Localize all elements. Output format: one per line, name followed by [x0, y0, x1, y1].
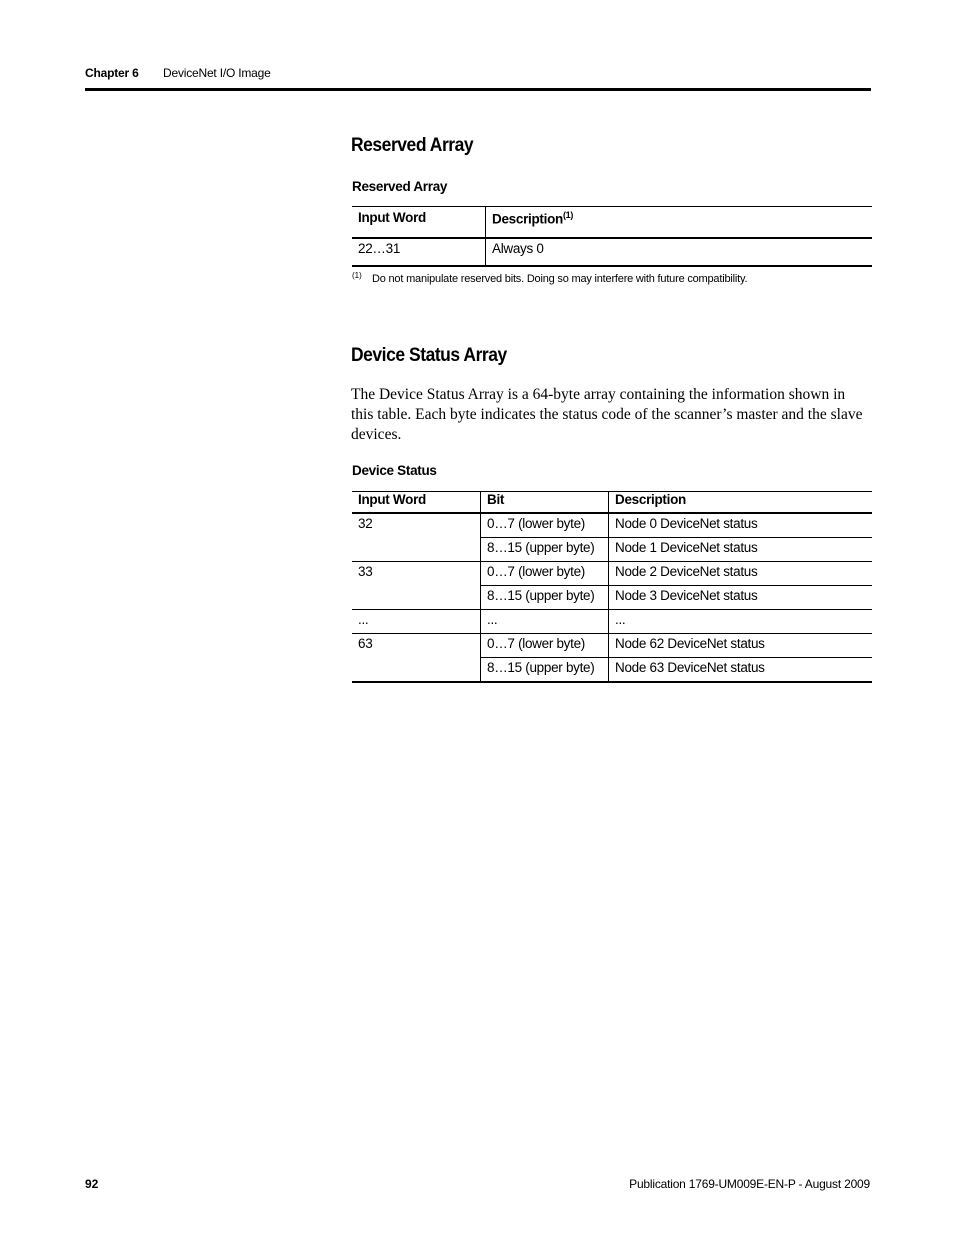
- table-row: [352, 634, 872, 658]
- cell-bit: ...: [481, 610, 609, 634]
- header-rule: [85, 88, 871, 91]
- column-header-description: [486, 207, 873, 239]
- cell-input-word: ...: [352, 610, 481, 634]
- cell-bit: 0…7 (lower byte): [481, 562, 609, 586]
- cell-input-word: 22…31: [352, 238, 486, 266]
- column-header-bit: Bit: [481, 492, 609, 514]
- publication-info: Publication 1769-UM009E-EN-P - August 2009: [629, 1177, 870, 1191]
- footnote-mark: (1): [352, 271, 362, 280]
- reserved-array-table-caption: Reserved Array: [352, 179, 448, 194]
- device-status-array-heading: Device Status Array: [351, 345, 507, 366]
- cell-input-word: [352, 658, 481, 683]
- cell-input-word: 32: [352, 513, 481, 538]
- device-status-table-caption: Device Status: [352, 463, 437, 478]
- cell-bit: 0…7 (lower byte): [481, 634, 609, 658]
- device-status-table: [352, 491, 872, 683]
- reserved-array-heading: Reserved Array: [351, 135, 474, 156]
- table-header-row: [352, 492, 872, 514]
- cell-bit: 8…15 (upper byte): [481, 586, 609, 610]
- column-header-input-word: Input Word: [352, 207, 486, 239]
- cell-description: Always 0: [492, 241, 544, 256]
- cell-description: Node 0 DeviceNet status: [609, 513, 873, 538]
- cell-input-word: [352, 538, 481, 562]
- cell-description: ...: [609, 610, 873, 634]
- page-number: 92: [85, 1177, 99, 1191]
- cell-bit: 8…15 (upper byte): [481, 538, 609, 562]
- cell-description: Node 1 DeviceNet status: [609, 538, 873, 562]
- column-header-description: Description: [609, 492, 873, 514]
- footnote-reference: (1): [562, 210, 574, 220]
- cell-description: Node 3 DeviceNet status: [609, 586, 873, 610]
- cell-description: Node 63 DeviceNet status: [615, 660, 765, 675]
- cell-input-word: 33: [352, 562, 481, 586]
- cell-input-word: [352, 586, 481, 610]
- table-header-row: [352, 207, 872, 239]
- table-row: [352, 513, 872, 538]
- cell-bit: 8…15 (upper byte): [481, 658, 609, 683]
- reserved-array-table: [352, 206, 872, 267]
- cell-description: Node 2 DeviceNet status: [609, 562, 873, 586]
- chapter-label: Chapter 6: [85, 66, 139, 80]
- table-row: [352, 658, 872, 683]
- chapter-title: DeviceNet I/O Image: [163, 66, 271, 80]
- table-row: [352, 562, 872, 586]
- table-row: [352, 538, 872, 562]
- footnote-text: Do not manipulate reserved bits. Doing so may interfere with future compatibility.: [372, 273, 748, 285]
- column-header-description-text: Description: [492, 211, 563, 227]
- cell-bit: 0…7 (lower byte): [481, 513, 609, 538]
- cell-description: Node 62 DeviceNet status: [609, 634, 873, 658]
- table-row: [352, 586, 872, 610]
- table-row: [352, 238, 872, 266]
- device-status-paragraph: The Device Status Array is a 64-byte array containing the information shown in this table. Each byte indicates the status code of the scanner’s master and the slave devices.: [351, 386, 863, 443]
- cell-input-word: 63: [352, 634, 481, 658]
- column-header-input-word: Input Word: [352, 492, 481, 514]
- table-row: [352, 610, 872, 634]
